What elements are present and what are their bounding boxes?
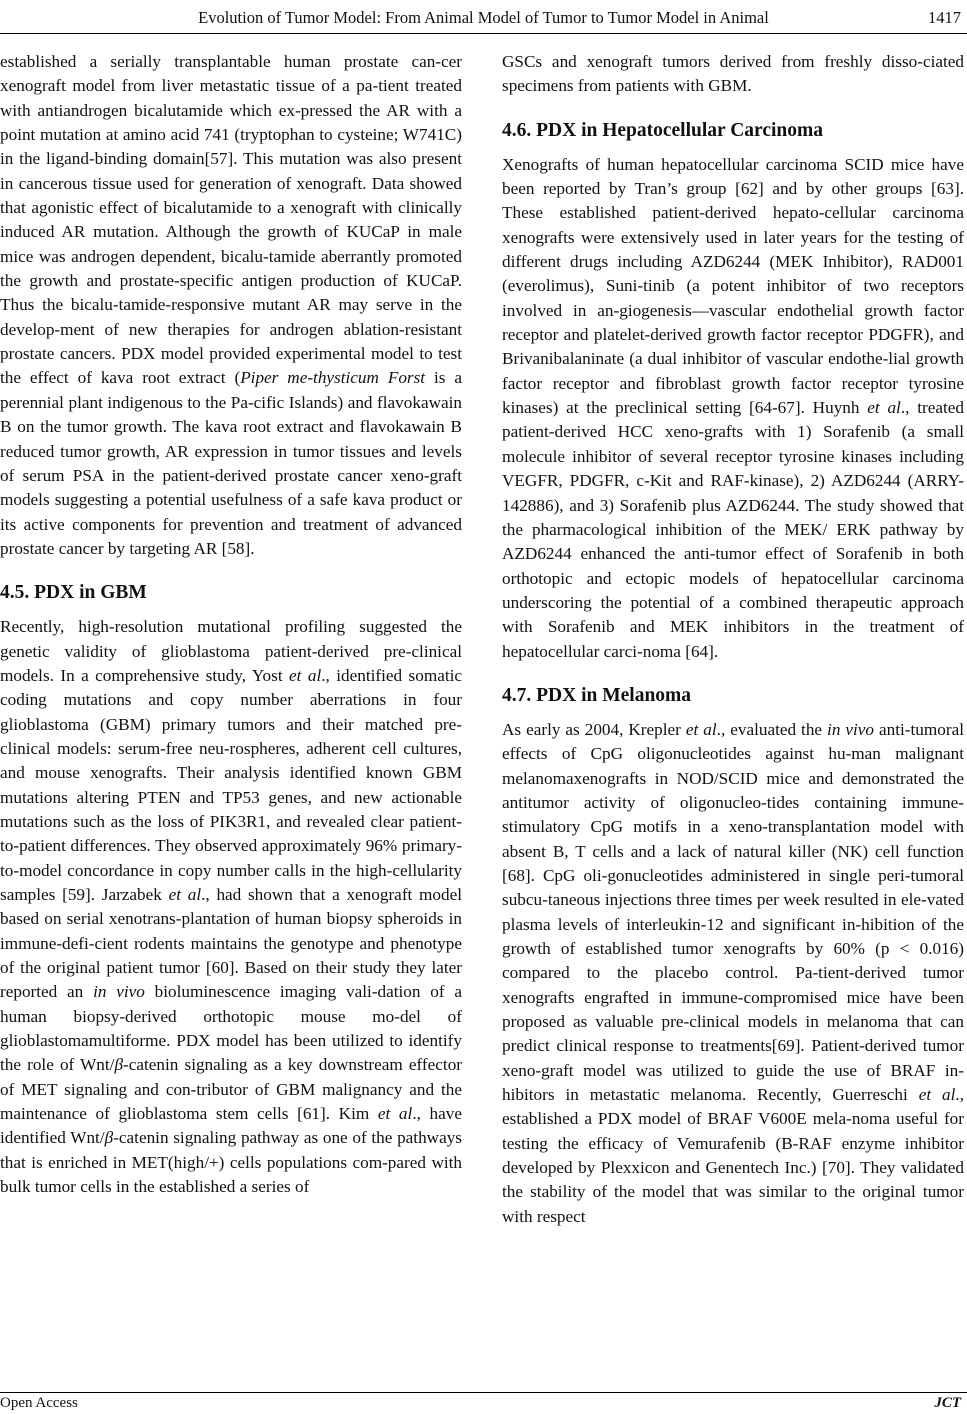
right-column (502, 50, 964, 1229)
italic-run: in vivo (827, 719, 875, 739)
header-rule (0, 33, 967, 34)
running-title: Evolution of Tumor Model: From Animal Model of Tumor to Tumor Model in Animal (198, 8, 769, 27)
paragraph-melanoma (502, 718, 964, 1229)
italic-run: et al (377, 1104, 413, 1124)
section-heading-4-6: 4.6. PDX in Hepatocellular Carcinoma (502, 119, 824, 141)
text-run: established a serially transplantable human prostate can-cer xenograft model from liver metastatic tissue of a pa-tient treated with antiandrogen bicalutamide which ex-pressed the AR with a point mutation at amino acid 741 (tryptophan to cysteine; W741C) in the ligand-binding domain[57]. This mutation was also present in cancerous tissue used for generation of xenograft. Data showed that agonistic effect of bicalutamide to a xenograft with clinically induced AR mutation. Although the growth of KUCaP in male mice was androgen dependent, bicalu-tamide aberrantly promoted the growth and prostate-specific antigen production of KUCaP. Thus the bicalu-tamide-responsive mutant AR may serve in the develop-ment of new therapies for androgen ablation-resistant prostate cancers. PDX model provided experimental model to test the effect of kava root extract ( (0, 52, 462, 388)
page-header (0, 8, 967, 30)
paragraph-gbm (0, 615, 462, 1199)
open-access-label: Open Access (0, 1395, 78, 1411)
text-run: ., have identified Wnt/ (0, 1104, 462, 1148)
journal-abbrev: JCT (934, 1395, 961, 1411)
italic-run: et al (168, 885, 202, 904)
page-number: 1417 (928, 8, 961, 27)
italic-run: et al (867, 398, 901, 418)
section-heading-4-7: 4.7. PDX in Melanoma (502, 684, 692, 706)
italic-run: Piper me-thysticum Forst (240, 368, 426, 388)
paragraph-gsc-continuation: GSCs and xenograft tumors derived from freshly disso-ciated specimens from patients with GBM. (502, 52, 964, 96)
text-run: As early as 2004, Krepler (502, 719, 686, 739)
section-heading-4-5: 4.5. PDX in GBM (0, 582, 147, 604)
italic-run: β (104, 1128, 114, 1148)
italic-run: in vivo (93, 982, 145, 1002)
italic-run: et al (289, 665, 322, 685)
text-run: ., had shown that a xenograft model based on serial xenotrans-plantation of human biopsy spheroids in immune-defi-cient rodents maintains the genotype and phenotype of the original patient tumor [60]. Based on their study they later reported an (0, 885, 463, 1002)
text-run: ., evaluated the (716, 719, 828, 739)
text-run: ., identified somatic coding mutations and copy number aberrations in four glioblastoma (GBM) primary tumors and their matched pre-clinical models: serum-free neu-rospheres, adherent cell cultures, and mouse xenografts. Their analysis identified known GBM mutations altering PTEN and TP53 genes, and new actionable mutations such as the loss of PIK3R1, and revealed clear patient-to-patient differences. They observed approximately 96% primary-to-model concordance in copy number calls in the high-cellularity samples [59]. Jarzabek (0, 665, 463, 904)
italic-run: et al (918, 1085, 956, 1105)
italic-run: et al (685, 719, 717, 739)
text-run: ., treated patient-derived HCC xeno-grafts with 1) Sorafenib (a small molecule inhibitor of several receptor tyrosine kinases including VEGFR, PDGFR, c-Kit and RAF-kinase), 2) AZD6244 (ARRY-142886), and 3) Sorafenib plus AZD6244. The study showed that the pharmacological inhibition of the MEK/ ERK pathway by AZD6244 enhanced the anti-tumor effect of Sorafenib in both orthotopic and ectopic models of hepatocellular carcinoma underscoring the potential of a combined therapeutic approach with Sorafenib and MEK inhibitors in the treatment of hepatocellular carci-noma [64]. (502, 398, 964, 661)
left-column (0, 50, 462, 1199)
text-run: ., established a PDX model of BRAF V600E mela-noma useful for testing the efficacy of Vemurafenib (B-RAF enzyme inhibitor developed by Plexxicon and Genentech Inc.) [70]. They validated the stability of the model that was similar to the original tumor with respect (502, 1085, 965, 1226)
text-run: is a perennial plant indigenous to the Pa-cific Islands) and flavokawain B on the tumor growth. The kava root extract and flavokawain B reduced tumor growth, AR expression in tumor tissues and levels of serum PSA in the patient-derived prostate cancer xeno-graft models suggesting a potential usefulness of a safe kava product or its active components for prevention and treatment of advanced prostate cancer by targeting AR [58]. (0, 368, 462, 558)
text-run: Recently, high-resolution mutational profiling suggested the genetic validity of glioblastoma patient-derived pre-clinical models. In a comprehensive study, Yost (0, 617, 462, 685)
italic-run: β (114, 1055, 124, 1075)
text-run: -catenin signaling pathway as one of the pathways that is enriched in MET(high/+) cells populations com-pared with bulk tumor cells in the established a series of (0, 1128, 462, 1197)
footer-rule (0, 1392, 967, 1393)
text-run: bioluminescence imaging vali-dation of a human biopsy-derived orthotopic mouse mo-del of glioblastomamultiforme. PDX model has been utilized to identify the role of Wnt/ (0, 982, 462, 1075)
text-run: anti-tumoral effects of CpG oligonucleotides against hu-man malignant melanomaxenografts in NOD/SCID mice and demonstrated the antitumor activity of oligonucleo-tides containing immune-stimulatory CpG motifs in a xeno-transplantation model with absent B, T cells and a lack of natural killer (NK) cell function [68]. CpG oli-gonucleotides administered in single peri-tumoral subcu-taneous injections three times per week resulted in ele-vated plasma levels of interleukin-12 and significant in-hibition of the growth of established tumor xenografts by 60% (p < 0.016) compared to the placebo control. Pa-tient-derived tumor xenografts engrafted in immune-compromised mice have been proposed as valuable pre-clinical models in melanoma that can predict clinical response to treatments[69]. Patient-derived tumor xeno-graft model was utilized to guide the use of BRAF in-hibitors in metastatic melanoma. Recently, Guerreschi (502, 719, 964, 1105)
text-run: Xenografts of human hepatocellular carcinoma SCID mice have been reported by Tran’s group [62] and by other groups [63]. These established patient-derived hepato-cellular carcinoma xenografts were extensively used in later years for the testing of different drugs including AZD6244 (MEK Inhibitor), RAD001 (everolimus), Suni-tinib (a potent inhibitor of two receptors involved in an-giogenesis—vascular endothelial growth factor receptor and platelet-derived growth factor receptor PDGFR), and Brivanibalaninate (a dual inhibitor of vascular endothe-lial growth factor receptor and fibroblast growth factor receptor tyrosine kinases) at the preclinical setting [64-67]. Huynh (502, 154, 964, 418)
paragraph-prostate-xenograft (0, 50, 462, 561)
paragraph-hcc (502, 153, 964, 664)
page-footer (0, 1395, 967, 1413)
text-run: -catenin signaling as a key downstream effector of MET signaling and con-tributor of GBM malignancy and the maintenance of glioblastoma stem cells [61]. Kim (0, 1055, 463, 1124)
